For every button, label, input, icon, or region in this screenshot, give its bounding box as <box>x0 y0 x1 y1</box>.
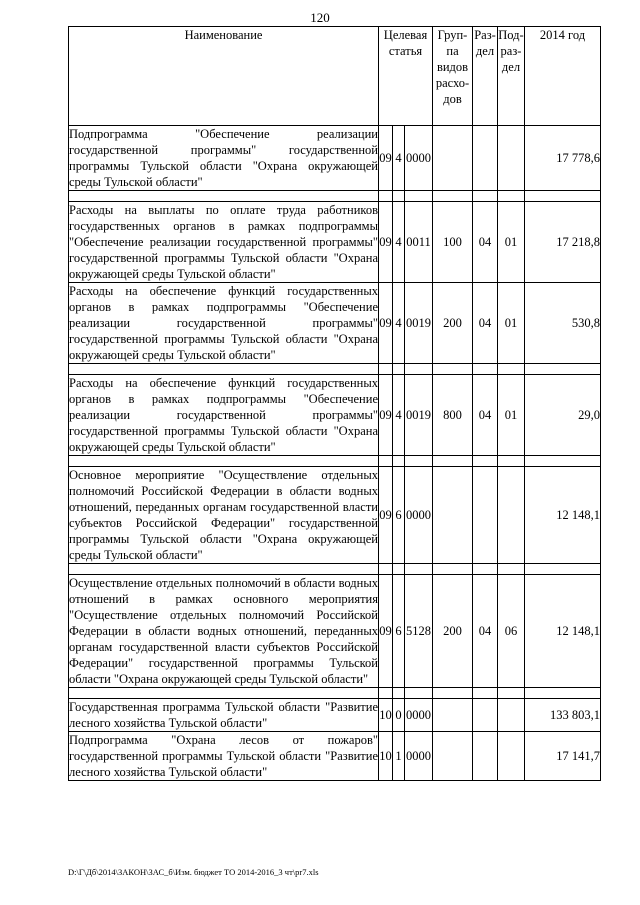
spacer-cell <box>405 456 433 467</box>
amount-2014: 29,0 <box>525 375 601 456</box>
target-code-3: 0011 <box>405 202 433 283</box>
target-code-2: 4 <box>393 283 405 364</box>
section-code <box>473 467 498 564</box>
row-name: Подпрограмма "Обеспечение реализации государственной программы" государственной программы Тульской области "Охрана окружающей среды Тульской области" <box>69 127 378 189</box>
table-row <box>69 126 601 191</box>
spacer-cell <box>379 564 393 575</box>
target-code-2: 1 <box>393 732 405 781</box>
table-header-row <box>69 27 601 126</box>
table-row <box>69 467 601 564</box>
section-code: 04 <box>473 202 498 283</box>
row-name: Расходы на обеспечение функций государственных органов в рамках подпрограммы "Обеспечение реализации государственной программы" государственной программы Тульской области "Охрана окружающей среды Тульской области" <box>69 376 378 454</box>
subsection-code: 06 <box>498 575 525 688</box>
row-name: Осуществление отдельных полномочий в области водных отношений в рамках основного мероприятия "Осуществление отдельных полномочий Российской Федерации в области водных отношений, переданных органам государственной власти субъектов Российской Федерации" государственной программы Тульской области "Охрана окружающей среды Тульской области" <box>69 576 378 686</box>
spacer-cell <box>379 364 393 375</box>
amount-2014: 12 148,1 <box>525 575 601 688</box>
section-code <box>473 732 498 781</box>
spacer-cell <box>498 456 525 467</box>
row-name: Расходы на обеспечение функций государственных органов в рамках подпрограммы "Обеспечение реализации государственной программы" государственной программы Тульской области "Охрана окружающей среды Тульской области" <box>69 284 378 362</box>
header-expense-group: Груп- па видов расхо- дов <box>433 27 473 126</box>
spacer-row <box>69 688 601 699</box>
expense-group <box>433 467 473 564</box>
expense-group <box>433 732 473 781</box>
spacer-cell <box>405 364 433 375</box>
row-name: Расходы на выплаты по оплате труда работников государственных органов в рамках подпрограммы "Обеспечение реализации государственной программы" государственной программы Тульской области "Охрана окружающей среды Тульской области" <box>69 203 378 281</box>
amount-2014: 133 803,1 <box>525 699 601 732</box>
expense-group: 200 <box>433 283 473 364</box>
spacer-cell <box>525 564 601 575</box>
spacer-row <box>69 456 601 467</box>
spacer-cell <box>69 564 379 575</box>
section-code <box>473 126 498 191</box>
header-target-article: Целевая статья <box>379 27 433 126</box>
budget-table <box>68 26 601 781</box>
target-code-3: 5128 <box>405 575 433 688</box>
section-code: 04 <box>473 283 498 364</box>
spacer-cell <box>69 456 379 467</box>
table-row <box>69 202 601 283</box>
table-row <box>69 732 601 781</box>
amount-2014: 17 218,8 <box>525 202 601 283</box>
target-code-2: 0 <box>393 699 405 732</box>
target-code-3: 0019 <box>405 375 433 456</box>
table-row <box>69 375 601 456</box>
spacer-cell <box>433 456 473 467</box>
row-name: Подпрограмма "Охрана лесов от пожаров" государственной программы Тульской области "Развитие лесного хозяйства Тульской области" <box>69 733 378 779</box>
subsection-code <box>498 467 525 564</box>
spacer-cell <box>473 688 498 699</box>
spacer-cell <box>473 191 498 202</box>
target-code-1: 09 <box>379 375 393 456</box>
target-code-2: 4 <box>393 202 405 283</box>
subsection-code: 01 <box>498 202 525 283</box>
target-code-2: 6 <box>393 575 405 688</box>
subsection-code: 01 <box>498 283 525 364</box>
target-code-2: 6 <box>393 467 405 564</box>
spacer-cell <box>525 191 601 202</box>
spacer-cell <box>379 688 393 699</box>
spacer-cell <box>525 688 601 699</box>
target-code-3: 0000 <box>405 732 433 781</box>
file-path-footer: D:\Г\Дб\2014\ЗАКОН\ЗАС_б\Изм. бюджет ТО 2014-2016_3 чт\рr7.xls <box>68 867 319 877</box>
spacer-cell <box>405 564 433 575</box>
target-code-1: 09 <box>379 202 393 283</box>
expense-group <box>433 126 473 191</box>
expense-group <box>433 699 473 732</box>
spacer-cell <box>433 191 473 202</box>
target-code-3: 0019 <box>405 283 433 364</box>
table-row <box>69 575 601 688</box>
target-code-3: 0000 <box>405 126 433 191</box>
spacer-cell <box>525 456 601 467</box>
amount-2014: 17 778,6 <box>525 126 601 191</box>
spacer-cell <box>498 688 525 699</box>
amount-2014: 12 148,1 <box>525 467 601 564</box>
row-name: Государственная программа Тульской области "Развитие лесного хозяйства Тульской области" <box>69 700 378 730</box>
target-code-1: 09 <box>379 575 393 688</box>
section-code <box>473 699 498 732</box>
page-number: 120 <box>310 10 330 25</box>
spacer-cell <box>498 364 525 375</box>
header-section: Раз- дел <box>473 27 498 126</box>
spacer-cell <box>433 564 473 575</box>
spacer-row <box>69 564 601 575</box>
spacer-cell <box>69 688 379 699</box>
spacer-row <box>69 191 601 202</box>
spacer-cell <box>433 688 473 699</box>
spacer-cell <box>69 191 379 202</box>
target-code-3: 0000 <box>405 467 433 564</box>
subsection-code: 01 <box>498 375 525 456</box>
expense-group: 800 <box>433 375 473 456</box>
spacer-row <box>69 364 601 375</box>
header-subsection: Под- раз- дел <box>498 27 525 126</box>
row-name: Основное мероприятие "Осуществление отдельных полномочий Российской Федерации в области водных отношений, переданных органам государственной власти субъектов Российской Федерации" государственной программы Тульской области "Охрана окружающей среды Тульской области" <box>69 468 378 562</box>
subsection-code <box>498 699 525 732</box>
amount-2014: 530,8 <box>525 283 601 364</box>
expense-group: 100 <box>433 202 473 283</box>
spacer-cell <box>393 456 405 467</box>
spacer-cell <box>393 191 405 202</box>
spacer-cell <box>498 191 525 202</box>
header-name: Наименование <box>69 27 379 126</box>
spacer-cell <box>69 364 379 375</box>
section-code: 04 <box>473 375 498 456</box>
section-code: 04 <box>473 575 498 688</box>
spacer-cell <box>473 564 498 575</box>
spacer-cell <box>498 564 525 575</box>
target-code-2: 4 <box>393 375 405 456</box>
target-code-1: 09 <box>379 467 393 564</box>
target-code-3: 0000 <box>405 699 433 732</box>
spacer-cell <box>405 688 433 699</box>
target-code-1: 09 <box>379 283 393 364</box>
table-row <box>69 699 601 732</box>
spacer-cell <box>379 191 393 202</box>
table-row <box>69 283 601 364</box>
subsection-code <box>498 126 525 191</box>
spacer-cell <box>473 364 498 375</box>
spacer-cell <box>433 364 473 375</box>
target-code-1: 10 <box>379 732 393 781</box>
spacer-cell <box>405 191 433 202</box>
target-code-2: 4 <box>393 126 405 191</box>
target-code-1: 09 <box>379 126 393 191</box>
spacer-cell <box>393 564 405 575</box>
header-year: 2014 год <box>525 27 601 126</box>
spacer-cell <box>393 364 405 375</box>
target-code-1: 10 <box>379 699 393 732</box>
spacer-cell <box>525 364 601 375</box>
spacer-cell <box>379 456 393 467</box>
subsection-code <box>498 732 525 781</box>
expense-group: 200 <box>433 575 473 688</box>
amount-2014: 17 141,7 <box>525 732 601 781</box>
spacer-cell <box>393 688 405 699</box>
spacer-cell <box>473 456 498 467</box>
